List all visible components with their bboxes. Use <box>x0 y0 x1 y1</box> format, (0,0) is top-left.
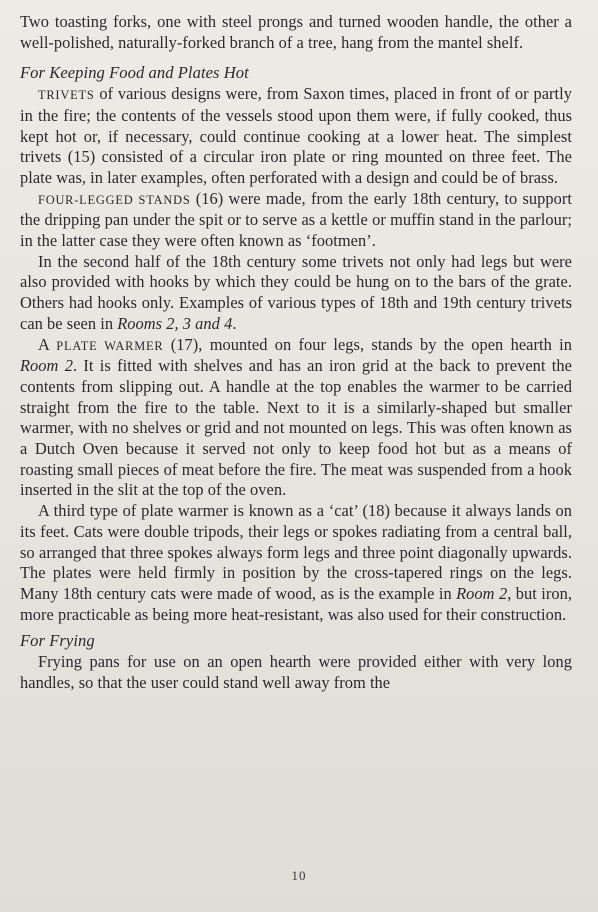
paragraph-trivets-hooks <box>20 252 572 335</box>
warmer-start: A <box>38 334 57 354</box>
page-body <box>20 12 572 694</box>
rooms-reference: Rooms 2, 3 and 4 <box>117 313 233 333</box>
cat-text-2: , but iron, more practicable as being more heat-resistant, was also used for their construction. <box>20 583 572 624</box>
paragraph-plate-warmer <box>20 335 572 502</box>
trivets-lead: TRIVETS <box>38 88 95 103</box>
cat-room: Room 2 <box>456 583 508 603</box>
page-number: 10 <box>291 868 307 883</box>
warmer-text-1: (17), mounted on four legs, stands by the open hearth in <box>163 334 573 354</box>
paragraph-trivets <box>20 84 572 189</box>
section-heading-frying: For Frying <box>20 631 95 651</box>
intro-paragraph: Two toasting forks, one with steel prongs and turned wooden handle, the other a well-polished, naturally-forked branch of a tree, hang from the mantel shelf. <box>20 12 572 52</box>
trivets-text: of various designs were, from Saxon times, placed in front of or partly in the fire; the contents of the vessels stood upon them were, if fully cooked, thus kept hot or, if necessary, could continue cooking at a lower heat. The simplest trivets (15) consisted of a circular iron plate or ring mounted on three feet. The plate was, in later examples, often perforated with a design and could be of brass. <box>20 84 572 187</box>
paragraph-frying: Frying pans for use on an open hearth were provided either with very long handles, so that the user could stand well away from the <box>20 652 572 692</box>
warmer-lead: PLATE WARMER <box>56 338 164 353</box>
cat-text-1: A third type of plate warmer is known as a ‘cat’ (18) because it always lands on its feet. Cats were double tripods, their legs or spokes radiating from a central ball, so arranged that three spokes always form legs and three point diagonally upwards. The plates were held firmly in position by the cross-tapered rings on the legs. Many 18th century cats were made of wood, as is the example in <box>20 501 572 603</box>
paragraph-four-legged-stands <box>20 189 572 252</box>
stands-text: (16) were made, from the early 18th century, to support the dripping pan under the spit or to serve as a kettle or muffin stand in the parlour; in the latter case they were often known as ‘footmen’. <box>20 188 573 251</box>
warmer-text-2: . It is fitted with shelves and has an iron grid at the back to prevent the contents from slipping out. A handle at the top enables the warmer to be carried straight from the fire to the table. Next to it is a similarly-shaped but smaller warmer, with no shelves or grid and not mounted on legs. This was often known as a Dutch Oven because it served not only to keep food hot but as a means of roasting small pieces of meat before the fire. The meat was suspended from a hook inserted in the slit at the top of the oven. <box>20 356 572 500</box>
hooks-text: In the second half of the 18th century some trivets not only had legs but were also provided with hooks by which they could be hung on to the bars of the grate. Others had hooks only. Examples of various types of 18th and 19th century trivets can be seen in <box>20 251 572 333</box>
section-heading-keeping-hot: For Keeping Food and Plates Hot <box>20 63 249 83</box>
paragraph-cat <box>20 501 572 625</box>
hooks-end: . <box>232 313 237 333</box>
stands-lead: FOUR-LEGGED STANDS <box>38 192 191 207</box>
warmer-room: Room 2 <box>20 356 73 376</box>
